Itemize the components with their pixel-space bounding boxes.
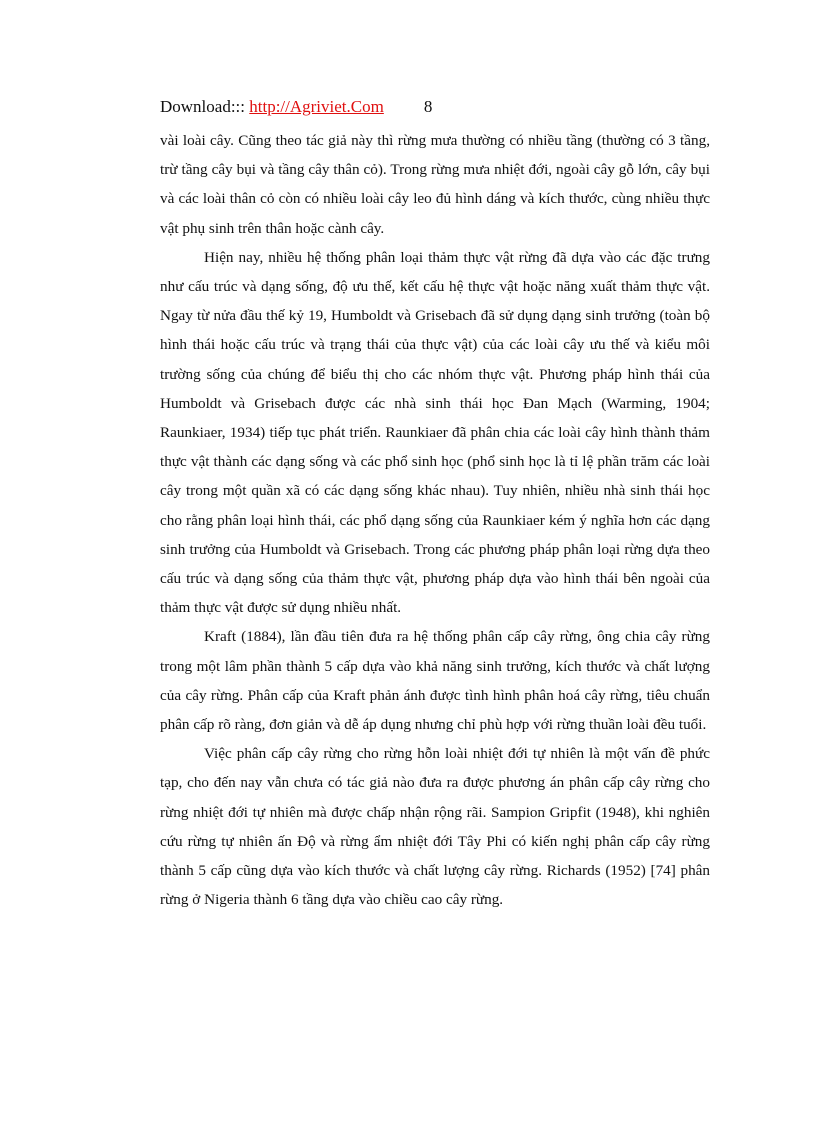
body-text	[160, 126, 710, 914]
paragraph-kraft: Kraft (1884), lần đầu tiên đưa ra hệ thống phân cấp cây rừng, ông chia cây rừng trong một lâm phần thành 5 cấp dựa vào khả năng sinh trưởng, kích thước và chất lượng của cây rừng. Phân cấp của Kraft phản ánh được tình hình phân hoá cây rừng, tiêu chuẩn phân cấp rõ ràng, đơn giản và dễ áp dụng nhưng chỉ phù hợp với rừng thuần loài đều tuổi.	[160, 628, 710, 734]
agriviet-link[interactable]: http://Agriviet.Com	[249, 97, 384, 116]
page-header	[160, 95, 432, 119]
download-label: Download:::	[160, 97, 250, 116]
paragraph-classification: Hiện nay, nhiều hệ thống phân loại thảm thực vật rừng đã dựa vào các đặc trưng như cấu trúc và dạng sống, độ ưu thế, kết cấu hệ thực vật hoặc năng xuất thảm thực vật. Ngay từ nửa đầu thế kỷ 19, Humboldt và Grisebach đã sử dụng dạng sinh trưởng (toàn bộ hình thái hoặc cấu trúc và trạng thái của thực vật) của các loài cây ưu thế và kiểu môi trường sống của chúng để biểu thị cho các nhóm thực vật. Phương pháp hình thái của Humboldt và Grisebach được các nhà sinh thái học Đan Mạch (Warming, 1904; Raunkiaer, 1934) tiếp tục phát triển. Raunkiaer đã phân chia các loài cây hình thành thảm thực vật thành các dạng sống và các phổ sinh học (phổ sinh học là tỉ lệ phần trăm các loài cây trong một quần xã có các dạng sống khác nhau). Tuy nhiên, nhiều nhà sinh thái học cho rằng phân loại hình thái, các phổ dạng sống của Raunkiaer kém ý nghĩa hơn các dạng sinh trưởng của Humboldt và Grisebach. Trong các phương pháp phân loại rừng dựa theo cấu trúc và dạng sống của thảm thực vật, phương pháp dựa vào hình thái bên ngoài của thảm thực vật được sử dụng nhiều nhất.	[160, 248, 710, 617]
page-number: 8	[423, 97, 433, 116]
paragraph-tropical-grading: Việc phân cấp cây rừng cho rừng hỗn loài nhiệt đới tự nhiên là một vấn đề phức tạp, cho đến nay vẫn chưa có tác giả nào đưa ra được phương án phân cấp cây rừng cho rừng nhiệt đới tự nhiên mà được chấp nhận rộng rãi. Sampion Gripfit (1948), khi nghiên cứu rừng tự nhiên ấn Độ và rừng ẩm nhiệt đới Tây Phi có kiến nghị phân cấp cây rừng thành 5 cấp cũng dựa vào kích thước và chất lượng cây rừng. Richards (1952) [74] phân rừng ở Nigeria thành 6 tầng dựa vào chiều cao cây rừng.	[160, 745, 710, 909]
paragraph-continuation: vài loài cây. Cũng theo tác giả này thì rừng mưa thường có nhiều tầng (thường có 3 tầng, trừ tầng cây bụi và tầng cây thân cỏ). Trong rừng mưa nhiệt đới, ngoài cây gỗ lớn, cây bụi và các loài thân cỏ còn có nhiều loài cây leo đủ hình dáng và kích thước, cùng nhiều thực vật phụ sinh trên thân hoặc cành cây.	[160, 132, 710, 237]
